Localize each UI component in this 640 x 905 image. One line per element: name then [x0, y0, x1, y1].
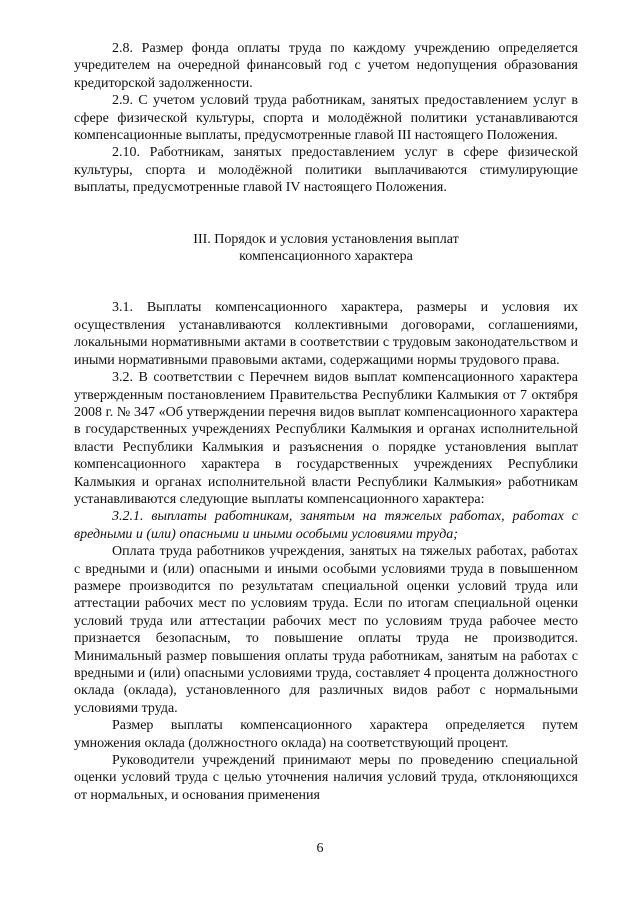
document-page — [74, 40, 578, 804]
paragraph-3-2: 3.2. В соответствии с Перечнем видов выплат компенсационного характера утвержденным постановлением Правительства Республики Калмыкия от 7 октября 2008 г. № 347 «Об утверждении перечня видов выплат компенсационного характера в государственных учреждениях Республики Калмыкия и органах исполнительной власти Республики Калмыкия и разъяснения о порядке установления выплат компенсационного характера в государственных учреждениях Республики Калмыкия и органах исполнительной власти Республики Калмыкия» работникам устанавливаются следующие выплаты компенсационного характера: — [74, 370, 578, 507]
paragraph-amount: Размер выплаты компенсационного характера определяется путем умножения оклада (должностного оклада) на соответствующий процент. — [74, 718, 578, 751]
section-heading-line-1: III. Порядок и условия установления выплат — [193, 231, 459, 247]
paragraph-payment: Оплата труда работников учреждения, занятых на тяжелых работах, работах с вредными и (или) опасными и иными особыми условиями труда в повышенном размере производится по результатам специальной оценки условий труда или аттестации рабочих мест по условиям труда. Если по итогам специальной оценки условий труда или аттестации рабочих мест по условиям труда рабочее место признается безопасным, то повышение оплаты труда не производится. Минимальный размер повышения оплаты труда работникам, занятым на работах с вредными и (или) опасными условиями труда, составляет 4 процента должностного оклада (оклада), установленного для различных видов работ с нормальными условиями труда. — [74, 544, 578, 716]
page-number: 6 — [316, 841, 324, 856]
paragraph-managers: Руководители учреждений принимают меры по проведению специальной оценки условий труда с целью уточнения наличия условий труда, отклоняющихся от нормальных, и основания применения — [74, 753, 578, 803]
paragraph-3-1: 3.1. Выплаты компенсационного характера, размеры и условия их осуществления устанавливаются коллективными договорами, соглашениями, локальными нормативными актами в соответствии с трудовым законодательством и иными нормативными правовыми актами, содержащими нормы трудового права. — [74, 300, 578, 368]
section-heading-line-2: компенсационного характера — [239, 249, 413, 265]
paragraph-2-8: 2.8. Размер фонда оплаты труда по каждому учреждению определяется учредителем на очередной финансовый год с учетом недопущения образования кредиторской задолженности. — [74, 41, 578, 91]
paragraph-2-9: 2.9. С учетом условий труда работникам, занятых предоставлением услуг в сфере физической культуры, спорта и молодёжной политики устанавливаются компенсационные выплаты, предусмотренные главой III настоящего Положения. — [74, 93, 578, 144]
section-heading — [74, 231, 578, 266]
clause-3-2-1: 3.2.1. выплаты работникам, занятым на тяжелых работах, работах с вредными и (или) опасными и иными особыми условиями труда; — [74, 509, 578, 542]
paragraph-2-10: 2.10. Работникам, занятых предоставлением услуг в сфере физической культуры, спорта и молодёжной политики выплачиваются стимулирующие выплаты, предусмотренные главой IV настоящего Положения. — [74, 145, 578, 196]
